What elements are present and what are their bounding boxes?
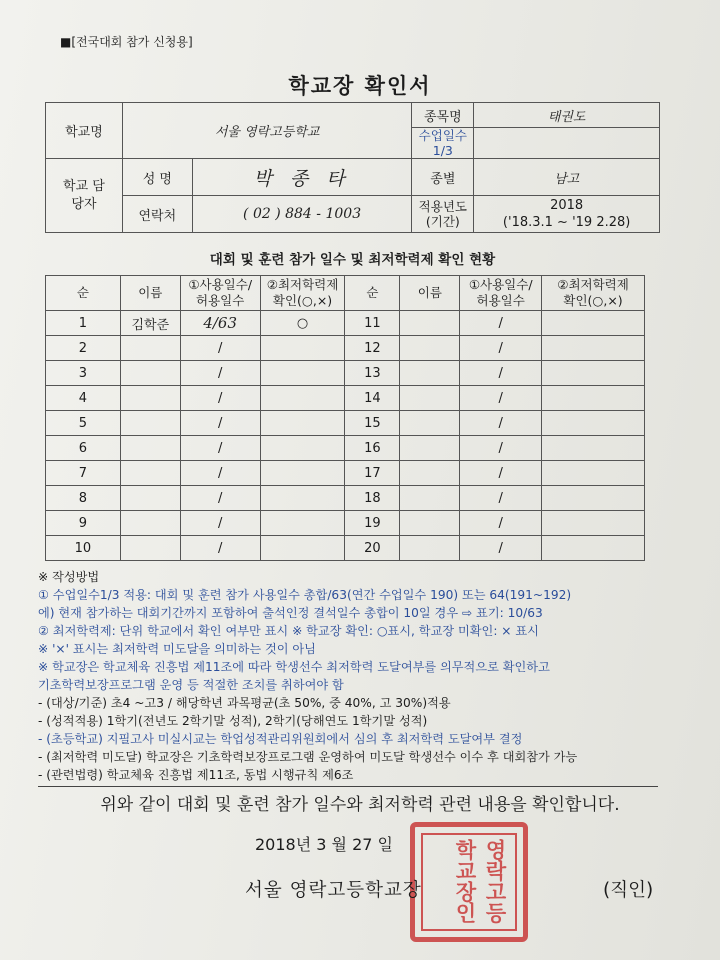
issue-date: 2018년 3 월 27 일 [255,835,393,854]
left-no-cell: 5 [46,411,121,436]
right-days-cell: / [460,311,542,336]
name-label: 성 명 [122,159,192,196]
school-info-table [45,102,660,233]
instruction-line: ※ 작성방법 [38,570,100,584]
sport-label: 종목명 [412,103,474,128]
left-days-cell: 4/63 [180,311,260,336]
year-sublabel: (기간) [425,214,460,229]
table-header-row [46,276,645,311]
header-days-right [460,276,542,311]
left-check-cell [260,361,345,386]
right-name-cell [400,461,460,486]
header-check-line1: ②최저학력제 [266,277,339,292]
writing-instructions [38,568,688,784]
right-check-cell [542,536,645,561]
form-tag: ■[전국대회 참가 신청용] [60,35,193,49]
header-no-right: 순 [345,276,400,311]
left-no-cell: 4 [46,386,121,411]
instruction-line: ② 최저학력제: 단위 학교에서 확인 여부만 표시 ※ 학교장 확인: ○표시, 학교장 미확인: × 표시 [38,624,539,638]
left-name-cell [120,411,180,436]
instruction-line: 기초학력보장프로그램 운영 등 적절한 조치를 취하여야 함 [38,678,344,692]
instruction-line: - (성적적용) 1학기(전년도 2학기말 성적), 2학기(당해연도 1학기말 성적) [38,714,428,728]
header-name: 이름 [120,276,180,311]
header-days [180,276,260,311]
period-value: ('18.3.1 ~ '19 2.28) [502,215,631,230]
table-row [46,361,645,386]
header-days-line2: 허용일수 [196,293,245,308]
right-no-cell: 16 [345,436,400,461]
right-name-cell [400,336,460,361]
table-row [46,511,645,536]
seal-border [421,833,517,931]
right-days-cell: / [460,486,542,511]
right-days-cell: / [460,386,542,411]
left-no-cell: 9 [46,511,121,536]
class-days-cell [412,128,474,159]
left-check-cell [260,411,345,436]
right-check-cell [542,311,645,336]
right-no-cell: 18 [345,486,400,511]
left-days-cell: / [180,386,260,411]
right-check-cell [542,461,645,486]
event-value: 남고 [474,159,660,196]
confirmation-statement: 위와 같이 대회 및 훈련 참가 일수와 최저학력 관련 내용을 확인합니다. [100,795,620,815]
right-name-cell [400,361,460,386]
left-check-cell [260,536,345,561]
right-days-cell: / [460,411,542,436]
left-name-cell [120,436,180,461]
page-title: 학교장 확인서 [288,74,432,98]
instruction-line: ① 수업일수1/3 적용: 대회 및 훈련 참가 사용일수 총합/63(연간 수업일수 190) 또는 64(191~192) [38,588,572,602]
left-name-cell [120,511,180,536]
left-check-cell [260,511,345,536]
table-row [46,311,645,336]
left-no-cell: 1 [46,311,121,336]
left-no-cell: 2 [46,336,121,361]
instruction-line: - (초등학교) 지필고사 미실시교는 학업성적관리위원회에서 심의 후 최저학력 도달여부 결정 [38,732,523,746]
right-name-cell [400,486,460,511]
right-name-cell [400,311,460,336]
year-label: 적용년도 [418,199,467,214]
left-name-cell [120,361,180,386]
right-name-cell [400,436,460,461]
summary-title: 대회 및 훈련 참가 일수 및 최저학력제 확인 현황 [209,252,496,268]
left-no-cell: 7 [46,461,121,486]
participation-table [45,275,645,561]
left-name-cell [120,486,180,511]
right-days-cell: / [460,511,542,536]
instruction-line: ※ '×' 표시는 최저학력 미도달을 의미하는 것이 아님 [38,642,316,656]
header-days-line1: ①사용일수/ [188,277,253,292]
right-no-cell: 14 [345,386,400,411]
left-check-cell: ○ [260,311,345,336]
right-no-cell: 12 [345,336,400,361]
class-days-label: 수업일수 [418,128,467,143]
instruction-line: - (최저학력 미도달) 학교장은 기초학력보장프로그램 운영하여 미도달 학생선수 이수 후 대회참가 가능 [38,750,578,764]
left-days-cell: / [180,361,260,386]
left-days-cell: / [180,536,260,561]
instruction-line: 에) 현재 참가하는 대회기간까지 포함하여 출석인정 결석일수 총합이 10일 경우 ⇨ 표기: 10/63 [38,606,543,620]
left-days-cell: / [180,486,260,511]
left-no-cell: 10 [46,536,121,561]
table-row [46,336,645,361]
table-row [46,486,645,511]
table-row [46,536,645,561]
seal-text-middle: 학교장인 [453,839,477,923]
left-name-cell: 김학준 [120,311,180,336]
header-check-right-line2: 확인(○,×) [563,293,623,308]
left-name-cell [120,536,180,561]
contact-value: ( 02 ) 884 - 1003 [192,196,412,233]
school-label: 학교명 [46,103,123,159]
right-name-cell [400,411,460,436]
year-label-cell [412,196,474,233]
header-check-line2: 확인(○,×) [272,293,333,308]
right-days-cell: / [460,436,542,461]
contact-label: 연락처 [122,196,192,233]
left-check-cell [260,386,345,411]
right-name-cell [400,511,460,536]
teacher-label: 학교 담당자 [46,159,123,233]
instruction-line: - (대상/기준) 초4 ~고3 / 해당학년 과목평균(초 50%, 중 40%, 고 30%)적용 [38,696,451,710]
right-no-cell: 19 [345,511,400,536]
left-check-cell [260,461,345,486]
right-no-cell: 17 [345,461,400,486]
right-no-cell: 11 [345,311,400,336]
right-check-cell [542,486,645,511]
left-no-cell: 6 [46,436,121,461]
principal-signature: 서울 영락고등학교장 [245,880,422,901]
year-value-cell [474,196,660,233]
right-check-cell [542,386,645,411]
header-name-right: 이름 [400,276,460,311]
left-days-cell: / [180,411,260,436]
header-days-right-line2: 허용일수 [476,293,525,308]
right-days-cell: / [460,461,542,486]
instruction-line: - (관련법령) 학교체육 진흥법 제11조, 동법 시행규칙 제6조 [38,768,354,782]
header-no: 순 [46,276,121,311]
right-check-cell [542,411,645,436]
right-check-cell [542,436,645,461]
left-check-cell [260,436,345,461]
header-check-right-line1: ②최저학력제 [557,277,629,292]
table-row [46,386,645,411]
seal-text-right: 영락고등 [483,839,507,923]
instruction-line: ※ 학교장은 학교체육 진흥법 제11조에 따라 학생선수 최저학력 도달여부를 의무적으로 확인하고 [38,660,550,674]
header-check [260,276,345,311]
table-row [46,436,645,461]
table-row [46,461,645,486]
left-check-cell [260,486,345,511]
left-name-cell [120,336,180,361]
header-days-right-line1: ①사용일수/ [468,277,533,292]
right-days-cell: / [460,361,542,386]
official-seal-stamp [410,822,528,942]
left-days-cell: / [180,461,260,486]
right-check-cell [542,361,645,386]
left-days-cell: / [180,336,260,361]
name-value: 박 종 타 [192,159,412,196]
left-no-cell: 3 [46,361,121,386]
right-days-cell: / [460,536,542,561]
event-label: 종별 [412,159,474,196]
right-check-cell [542,336,645,361]
blank-cell [474,128,660,159]
right-days-cell: / [460,336,542,361]
sport-value: 태권도 [474,103,660,128]
left-check-cell [260,336,345,361]
right-name-cell [400,386,460,411]
right-no-cell: 13 [345,361,400,386]
seal-label: (직인) [603,880,654,901]
left-name-cell [120,461,180,486]
right-no-cell: 20 [345,536,400,561]
year-value: 2018 [550,198,584,213]
left-days-cell: / [180,436,260,461]
header-check-right [542,276,645,311]
left-name-cell [120,386,180,411]
right-name-cell [400,536,460,561]
right-check-cell [542,511,645,536]
divider [38,786,658,787]
left-days-cell: / [180,511,260,536]
right-no-cell: 15 [345,411,400,436]
class-days-ratio: 1/3 [432,143,453,158]
school-value: 서울 영락고등학교 [122,103,411,159]
left-no-cell: 8 [46,486,121,511]
table-row [46,411,645,436]
